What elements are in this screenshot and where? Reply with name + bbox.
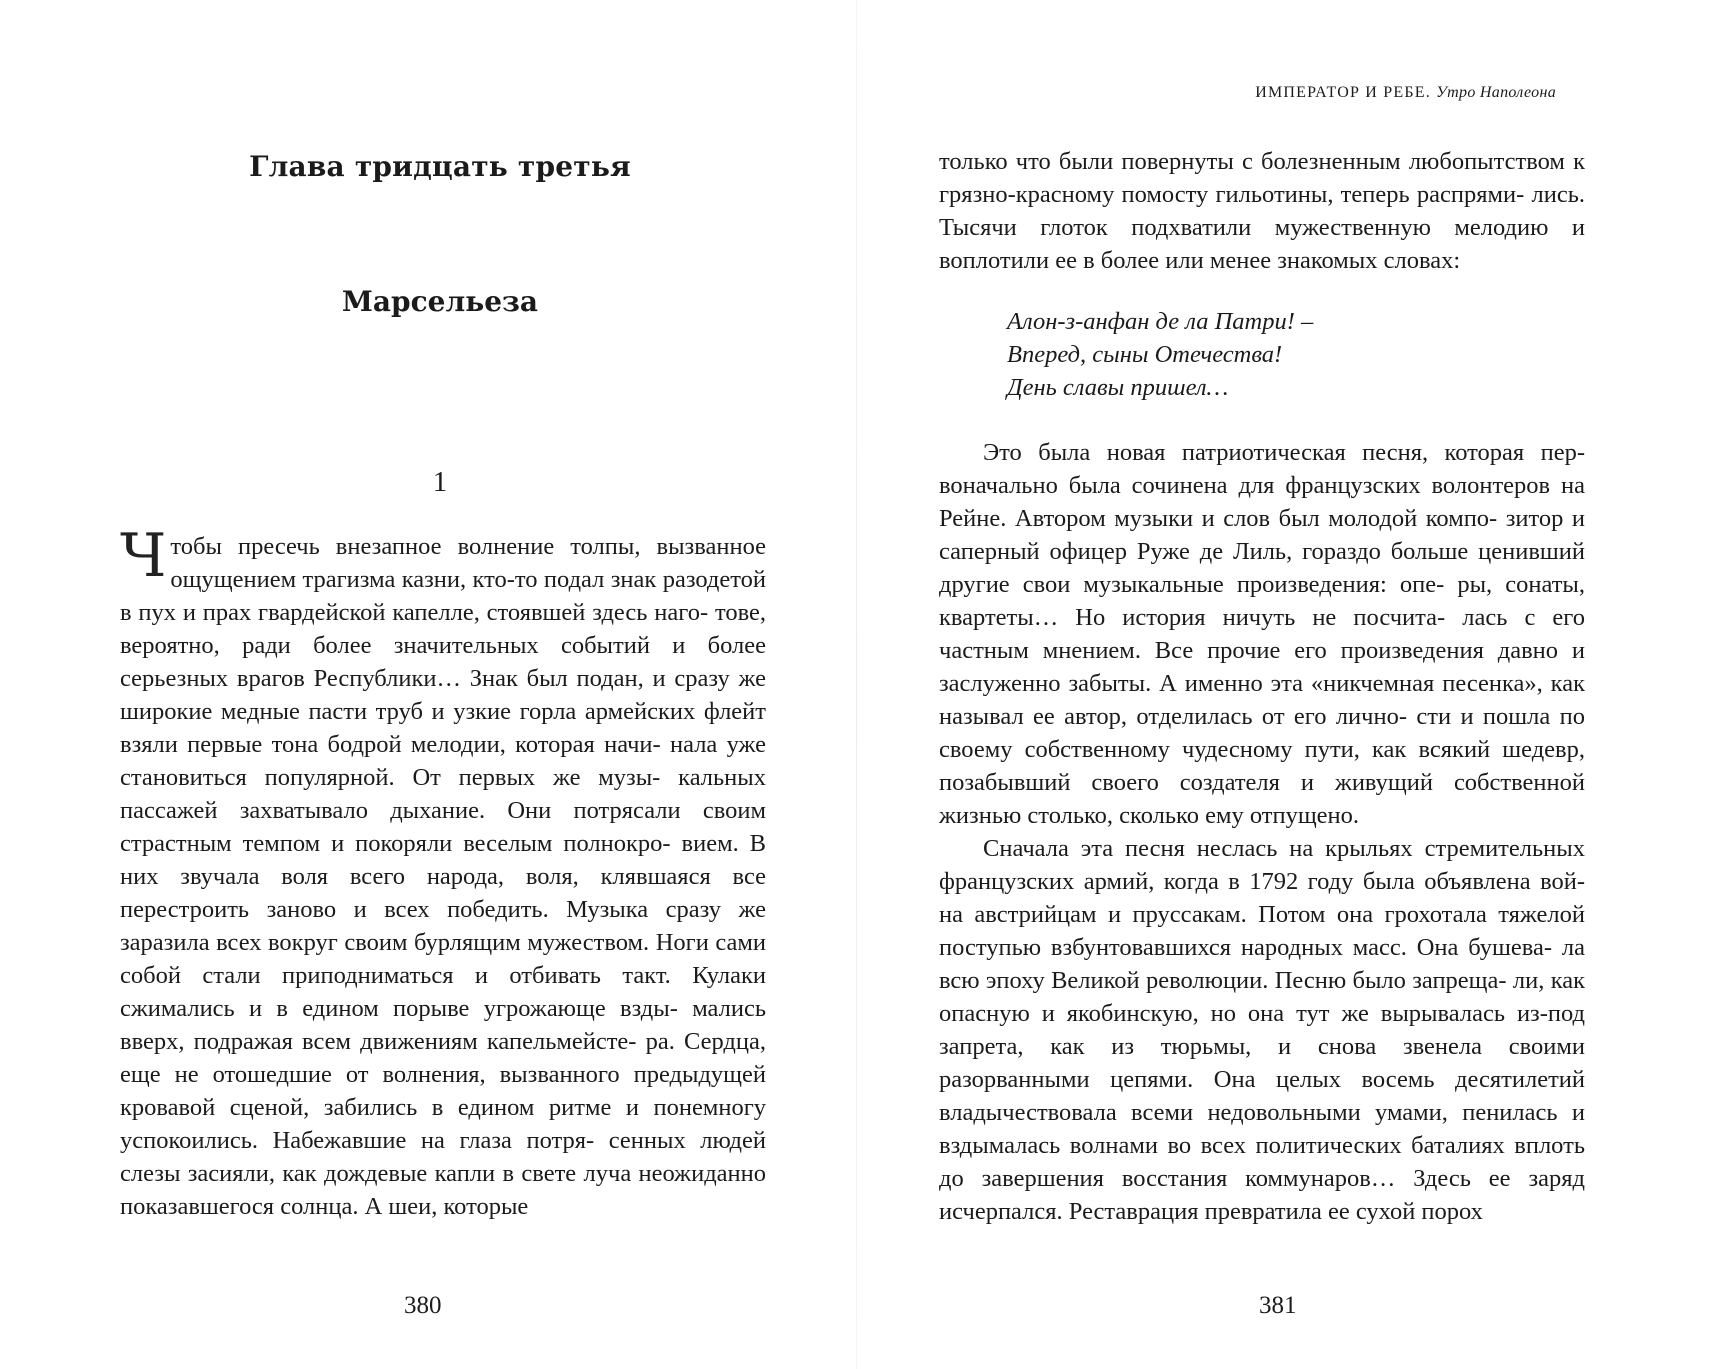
text-line: все перестроить заново и всех победить. Музыка сразу	[120, 863, 766, 923]
text-line: вплоть до завершения восстания коммунаров… Здесь ее	[939, 1132, 1585, 1192]
right-body-text	[939, 436, 1585, 1228]
text-line: тобы пресечь внезапное волнение толпы, вызванное	[170, 533, 766, 560]
text-line: только что были повернуты с болезненным любопытством	[939, 148, 1565, 175]
text-line: поступью взбунтовавшихся народных масс. Она бушева-	[939, 934, 1553, 961]
running-head-title: ИМПЕРАТОР И РЕБЕ.	[1255, 84, 1431, 101]
text-line: песенка», как называл ее автор, отделилась от его лично-	[939, 670, 1585, 730]
text-line: своим страстным темпом и покоряли веселым полнокро-	[120, 797, 767, 857]
text-line: тове, вероятно, ради более значительных событий и более	[120, 599, 766, 659]
section-number: 1	[432, 466, 448, 498]
running-head-subtitle: Утро Наполеона	[1436, 84, 1556, 101]
text-line: Ноги сами собой стали приподниматься и отбивать такт.	[120, 929, 767, 989]
poem-line: Вперед, сыны Отечества!	[1007, 341, 1283, 368]
text-line: на Рейне. Автором музыки и слов был молодой компо-	[939, 472, 1585, 532]
text-line: луча неожиданно показавшегося солнца. А шеи, которые	[120, 1160, 767, 1220]
text-line: же заразила всех вокруг своим бурлящим мужеством.	[120, 896, 767, 956]
text-line: в пух и прах гвардейской капелле, стоявшей здесь наго-	[120, 599, 709, 626]
text-line: собственной жизнью столько, сколько ему отпущено.	[939, 769, 1585, 829]
text-line: Сначала эта песня неслась на крыльях стремительных	[983, 835, 1585, 862]
text-line: и вздымалась волнами во всех политических баталиях	[939, 1099, 1586, 1159]
song-quote	[1007, 305, 1313, 404]
running-head	[1255, 84, 1556, 102]
text-line: серьезных врагов Республики… Знак был подан, и сразу	[120, 665, 730, 692]
text-line: ощущением трагизма казни, кто-то подал знак разодетой	[170, 566, 766, 593]
text-line: зитор и саперный офицер Руже де Лиль, гораздо больше	[939, 505, 1586, 565]
text-line: ры, сонаты, квартеты… Но история ничуть не посчита-	[939, 571, 1585, 631]
left-body-text	[120, 521, 767, 1223]
text-line: ценивший другие свои музыкальные произведения: опе-	[939, 538, 1585, 598]
paragraph-1	[939, 436, 1585, 832]
page-number-left: 380	[404, 1292, 442, 1319]
text-line: и воплотили ее в более или менее знакомых словах:	[939, 214, 1586, 274]
left-paragraph	[120, 521, 767, 1223]
text-line: ли, как опасную и якобинскую, но она тут же вырывалась	[939, 967, 1586, 1027]
text-line: на австрийцам и пруссакам. Потом она грохотала тяжелой	[939, 901, 1585, 928]
text-line: ла всю эпоху Великой революции. Песню было запреща-	[939, 934, 1585, 994]
text-line: лись. Тысячи глоток подхватили мужественную мелодию	[939, 181, 1585, 241]
text-line: из-под запрета, как из тюрьмы, и снова звенела своими	[939, 1000, 1586, 1060]
text-line: вием. В них звучала воля всего народа, воля, клявшаяся	[120, 830, 767, 890]
text-line: давно и заслуженно забыты. А именно эта «никчемная	[939, 637, 1586, 697]
text-line: владычествовала всеми недовольными умами, пенилась	[939, 1099, 1558, 1126]
text-line: сти и пошла по своему собственному чудесному пути, как	[939, 703, 1585, 763]
poem-line: День славы пришел…	[1007, 374, 1229, 401]
drop-cap: Ч	[120, 521, 167, 591]
paragraph-2	[939, 832, 1585, 1228]
right-page	[857, 0, 1714, 1369]
text-line: Кулаки сжимались и в едином порыве угрожающе взды-	[120, 962, 767, 1022]
text-line: же широкие медные пасти труб и узкие горла армейских	[120, 665, 766, 725]
text-line: к грязно-красному помосту гильотины, теперь распрями-	[939, 148, 1585, 208]
text-line: Это была новая патриотическая песня, которая пер-	[983, 439, 1585, 466]
text-line: предыдущей кровавой сценой, забились в едином ритме	[120, 1061, 767, 1121]
text-line: заряд исчерпался. Реставрация превратила ее сухой порох	[939, 1165, 1586, 1225]
text-line: мались вверх, подражая всем движениям капельмейсте-	[120, 995, 766, 1055]
text-line: флейт взяли первые тона бодрой мелодии, которая начи-	[120, 698, 766, 758]
page-number-right: 381	[1259, 1292, 1297, 1319]
text-line: лась с его частным мнением. Все прочие его произведения	[939, 604, 1585, 664]
chapter-title: Глава тридцать третья	[249, 150, 631, 183]
chapter-subtitle: Марсельеза	[341, 285, 539, 318]
right-continuation-text	[939, 145, 1585, 277]
text-line: всякий шедевр, позабывший своего создателя и живущий	[939, 736, 1585, 796]
text-line: сенных людей слезы засияли, как дождевые капли в свете	[120, 1127, 766, 1187]
continuation-paragraph	[939, 145, 1585, 277]
text-line: ра. Сердца, еще не отошедшие от волнения, вызванного	[120, 1028, 766, 1088]
text-line: кальных пассажей захватывало дыхание. Они потрясали	[120, 764, 766, 824]
text-line: и понемногу успокоились. Набежавшие на глаза потря-	[120, 1094, 767, 1154]
text-line: разорванными цепями. Она целых восемь десятилетий	[939, 1066, 1585, 1093]
poem-line: Алон-з-анфан де ла Патри! –	[1007, 308, 1314, 335]
text-line: нала уже становиться популярной. От первых же музы-	[120, 731, 767, 791]
text-line: французских армий, когда в 1792 году была объявлена вой-	[939, 868, 1585, 895]
text-line: воначально была сочинена для французских волонтеров	[939, 472, 1551, 499]
